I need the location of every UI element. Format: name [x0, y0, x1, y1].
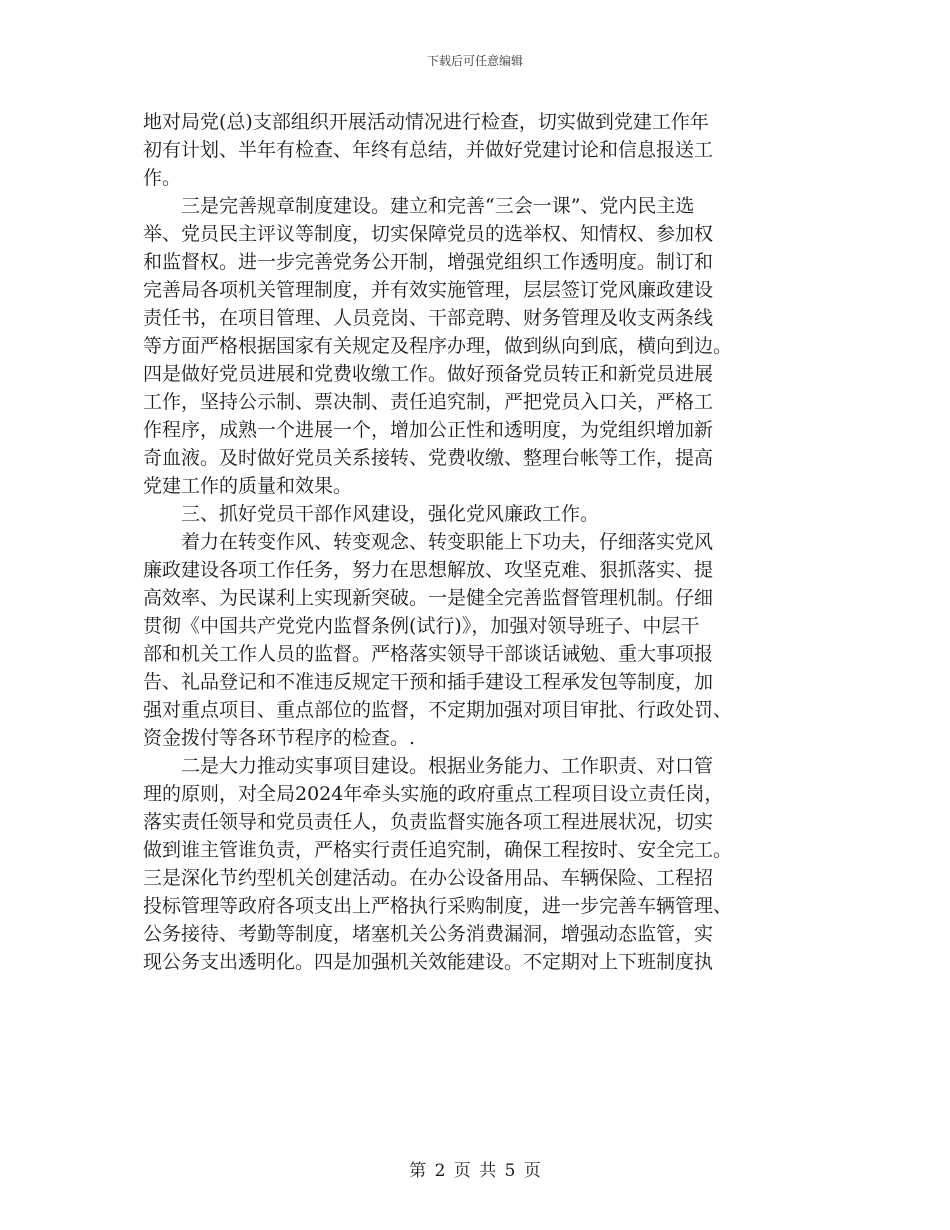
page-number: 第 2 页 共 5 页 — [409, 1161, 541, 1181]
text-line: 作程序，成熟一个进展一个，增加公正性和透明度，为党组织增加新 — [143, 419, 714, 441]
text-line: 贯彻《中国共产党党内监督条例(试行)》，加强对领导班子、中层干 — [143, 615, 700, 637]
text-line: 告、礼品登记和不准违反规定干预和插手建设工程承发包等制度，加 — [143, 671, 714, 693]
text-line: 二是大力推动实事项目建设。根据业务能力、工作职责、对口管 — [143, 755, 714, 777]
text-line: 落实责任领导和党员责任人，负责监督实施各项工程进展状况，切实 — [143, 811, 714, 833]
text-line: 责任书，在项目管理、人员竞岗、干部竞聘、财务管理及收支两条线 — [143, 307, 714, 329]
text-line: 工作，坚持公示制、票决制、责任追究制，严把党员入口关，严格工 — [143, 391, 714, 413]
text-line: 三是深化节约型机关创建活动。在办公设备用品、车辆保险、工程招 — [143, 867, 714, 889]
text-line: 和监督权。进一步完善党务公开制，增强党组织工作透明度。制订和 — [143, 251, 714, 273]
text-line: 投标管理等政府各项支出上严格执行采购制度，进一步完善车辆管理、 — [143, 895, 733, 917]
text-line: 高效率、为民谋利上实现新突破。一是健全完善监督管理机制。仔细 — [143, 587, 714, 609]
text-line: 资金拨付等各环节程序的检查。. — [143, 727, 416, 749]
text-line: 廉政建设各项工作任务，努力在思想解放、攻坚克难、狠抓落实、提 — [143, 559, 714, 581]
text-line: 等方面严格根据国家有关规定及程序办理，做到纵向到底，横向到边。 — [143, 335, 733, 357]
text-line: 完善局各项机关管理制度，并有效实施管理，层层签订党风廉政建设 — [143, 279, 714, 301]
text-line: 地对局党(总)支部组织开展活动情况进行检查，切实做到党建工作年 — [143, 111, 709, 133]
section-heading: 三、抓好党员干部作风建设，强化党风廉政工作。 — [143, 503, 600, 525]
text-line: 初有计划、半年有检查、年终有总结，并做好党建讨论和信息报送工 — [143, 139, 714, 161]
text-line: 作。 — [143, 167, 182, 189]
text-line: 部和机关工作人员的监督。严格落实领导干部谈话诫勉、重大事项报 — [143, 643, 714, 665]
text-line: 现公务支出透明化。四是加强机关效能建设。不定期对上下班制度执 — [143, 951, 714, 973]
page-header: 下载后可任意编辑 — [426, 54, 523, 68]
text-line: 做到谁主管谁负责，严格实行责任追究制，确保工程按时、安全完工。 — [143, 839, 733, 861]
text-line: 着力在转变作风、转变观念、转变职能上下功夫，仔细落实党风 — [143, 531, 714, 553]
text-line: 三是完善规章制度建设。建立和完善“三会一课”、党内民主选 — [143, 195, 695, 217]
text-line: 公务接待、考勤等制度，堵塞机关公务消费漏洞，增强动态监管，实 — [143, 923, 714, 945]
text-line: 理的原则，对全局2024年牵头实施的政府重点工程项目设立责任岗， — [143, 783, 724, 805]
text-line: 四是做好党员进展和党费收缴工作。做好预备党员转正和新党员进展 — [143, 363, 714, 385]
text-line: 党建工作的质量和效果。 — [143, 475, 353, 497]
text-line: 强对重点项目、重点部位的监督，不定期加强对项目审批、行政处罚、 — [143, 699, 733, 721]
text-line: 奇血液。及时做好党员关系接转、党费收缴、整理台帐等工作，提高 — [143, 447, 714, 469]
document-body — [143, 108, 815, 976]
text-line: 举、党员民主评议等制度，切实保障党员的选举权、知情权、参加权 — [143, 223, 714, 245]
